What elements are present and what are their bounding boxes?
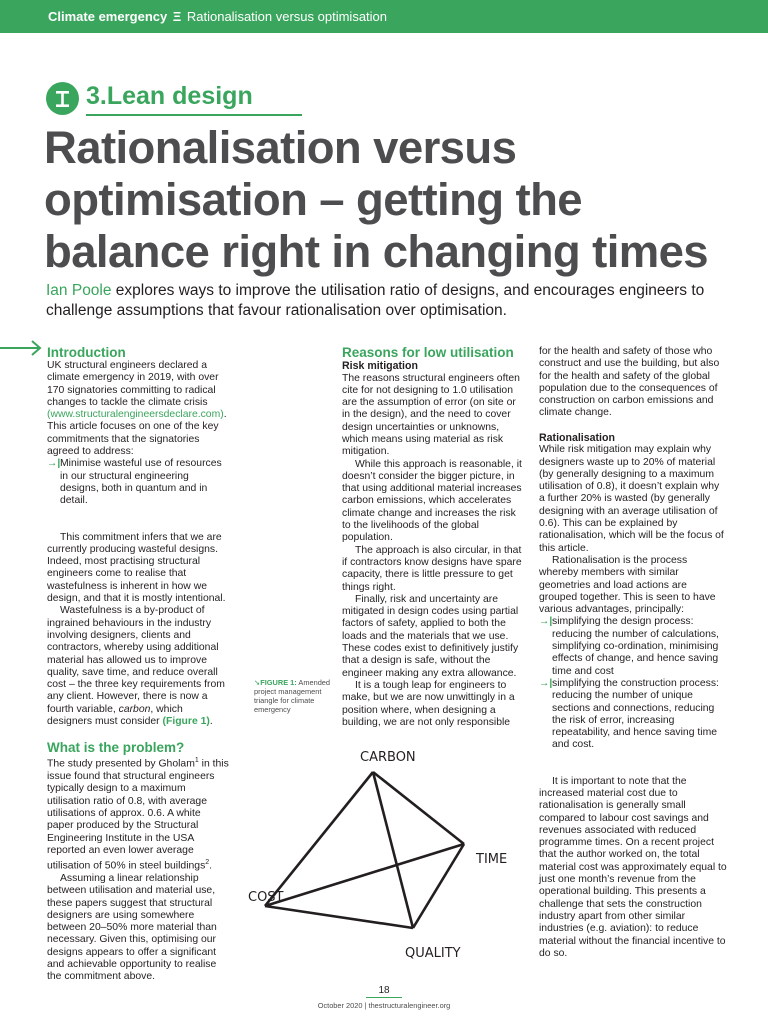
section-label: 3.Lean design bbox=[86, 82, 253, 110]
problem-text: The study presented by Gholam bbox=[47, 758, 195, 770]
reasons-paragraph-1: The reasons structural engineers often cite for not designing to 1.0 utilisation are the assumption of error (on site or in the design), and the need to cover design uncertainties or unknowns, which means using material as risk mitigation. bbox=[342, 372, 520, 458]
rationalisation-subheading: Rationalisation bbox=[539, 431, 615, 444]
label-quality: QUALITY bbox=[405, 946, 461, 961]
standfirst bbox=[46, 281, 736, 321]
caption-label: FIGURE 1: bbox=[260, 678, 297, 687]
figure-reference[interactable]: (Figure 1) bbox=[162, 716, 210, 728]
figure-1-diagram bbox=[240, 740, 510, 970]
bullet-arrow-icon: →| bbox=[539, 677, 553, 689]
col3-paragraph-3: Rationalisation is the process whereby members with similar geometries and load actions are grouped together. This is seen to have various advantages, principally: bbox=[539, 554, 716, 616]
intro-paragraph-2: This commitment infers that we are currently producing wasteful designs. Indeed, most practising structural engineers come to realise that wastefulness is inherent in how we design, and that it is mostly intentional. bbox=[47, 531, 226, 605]
label-carbon: CARBON bbox=[360, 750, 416, 765]
footnote-2: 2 bbox=[205, 859, 210, 867]
page-number: 18 bbox=[378, 985, 390, 996]
page-title: Rationalisation versus optimisation – getting the balance right in changing times bbox=[44, 122, 709, 277]
col3-paragraph-4: It is important to note that the increased material cost due to rationalisation is generally small compared to labour cost savings and revenues associated with reduced programme times. On a recent project that the author worked on, the total material cost was approximately equal to just one month’s revenue from the operational building. This presents a challenge that sets the construction industry apart from other similar industries (e.g. aviation): to reduce material without the financial incentive to do so. bbox=[539, 775, 727, 959]
problem-paragraph-1 bbox=[47, 755, 229, 873]
edge-cost-quality bbox=[265, 906, 413, 928]
header-separator: Ξ bbox=[172, 9, 182, 24]
p3-emphasis: carbon bbox=[118, 703, 151, 715]
reasons-paragraph-3: The approach is also circular, in that if contractors know designs have spare capacity, there is little pressure to get things right. bbox=[342, 544, 522, 593]
intro-bullet bbox=[47, 458, 229, 507]
p3-text: Wastefulness is a by-product of ingrained behaviours in the industry involving designers, clients and contractors, whereby using additional material has allowed us to improve quality, save time, and reduce overall cost – the three key requirements from any client. However, there is now a fourth variable, bbox=[47, 605, 225, 715]
intro-text-end: . This article focuses on one of the key commitments that the signatories agreed to address: bbox=[47, 409, 227, 458]
problem-heading: What is the problem? bbox=[47, 740, 185, 756]
page-number-rule bbox=[366, 997, 402, 998]
bullet-arrow-icon: →| bbox=[539, 616, 553, 628]
label-time: TIME bbox=[476, 852, 508, 867]
declare-link[interactable]: (www.structuralengineersdeclare.com) bbox=[47, 409, 224, 421]
bullet-text: Minimise wasteful use of resources in our structural engineering designs, both in quantum and in detail. bbox=[60, 458, 222, 507]
label-cost: COST bbox=[248, 890, 284, 905]
caption-text: Amended project management triangle for climate emergency bbox=[254, 678, 331, 714]
author-name: Ian Poole bbox=[46, 282, 112, 299]
problem-paragraph-2: Assuming a linear relationship between utilisation and material use, these papers suggest that structural designers are using somewhere between 20–50% more material than necessary. Given this, optimising our designs appears to offer a significant and achievable opportunity to realise the commitment above. bbox=[47, 872, 217, 983]
bullet-text: simplifying the design process: reducing the number of calculations, simplifying co-ordination, minimising effects of change, and hence saving time and cost bbox=[552, 616, 719, 677]
intro-text: UK structural engineers declared a climate emergency in 2019, with over 170 signatories committing to radical changes to tackle the climate crisis bbox=[47, 360, 219, 408]
rationalisation-bullet-1 bbox=[539, 616, 727, 677]
reasons-paragraph-5: It is a tough leap for engineers to make, but we are now unwittingly in a position where, when designing a building, we are not only responsible bbox=[342, 679, 515, 728]
problem-text-2: in this issue found that structural engineers typically design to a maximum utilisation ratio of 0.8, with average utilisations of approx. 0.6. A white paper produced by the Structural Engineering Institute in the USA reported an even lower average utilisation of 50% in steel buildings bbox=[47, 758, 229, 872]
column-3 bbox=[539, 346, 727, 960]
standfirst-text: explores ways to improve the utilisation ratio of designs, and encourages engineers to challenge assumptions that favour rationalisation over optimisation. bbox=[46, 282, 705, 319]
header-subtitle: Rationalisation versus optimisation bbox=[186, 9, 388, 24]
p3-text-2: , which designers must consider bbox=[47, 703, 183, 728]
column-1 bbox=[47, 345, 229, 984]
reasons-heading: Reasons for low utilisation bbox=[342, 345, 514, 360]
bullet-arrow-icon: →| bbox=[47, 458, 61, 470]
column-2 bbox=[342, 345, 524, 729]
col3-paragraph-2: While risk mitigation may explain why designers waste up to 20% of material (by generally designing to a maximum utilisation of 0.8), it doesn’t explain why a further 20% is wasted (by generally designing with an average utilisation of 0.6). This can be explained by rationalisation, which will be the focus of this article. bbox=[539, 444, 724, 554]
risk-subheading: Risk mitigation bbox=[342, 360, 418, 372]
problem-text-3: . bbox=[209, 860, 213, 872]
intro-paragraph-3 bbox=[47, 605, 229, 728]
edge-carbon-time bbox=[373, 772, 464, 844]
p3-text-3: . bbox=[209, 716, 213, 728]
reasons-paragraph-2: While this approach is reasonable, it doesn’t consider the bigger picture, in that using additional material increases carbon emissions, which accelerates climate change and increases the risk to the livelihoods of the global population. bbox=[342, 458, 522, 544]
edge-carbon-quality bbox=[373, 772, 413, 928]
caption-arrow-icon: ➘ bbox=[254, 678, 261, 687]
rationalisation-bullet-2 bbox=[539, 678, 727, 752]
col3-paragraph-1: for the health and safety of those who construct and use the building, but also for the health and safety of the global population due to the consequences of construction on carbon emissions and climate change. bbox=[539, 346, 720, 419]
lean-design-icon bbox=[46, 82, 79, 115]
section-underline bbox=[86, 114, 302, 116]
header-section: Climate emergency bbox=[48, 9, 168, 24]
footer-text: October 2020 | thestructuralengineer.org bbox=[317, 1001, 451, 1010]
intro-heading: Introduction bbox=[47, 345, 126, 360]
tetrahedron-diagram bbox=[240, 740, 510, 970]
footnote-1: 1 bbox=[194, 757, 199, 765]
edge-cost-time bbox=[265, 844, 464, 906]
bullet-text: simplifying the construction process: reducing the number of unique sections and connections, reducing the risk of error, increasing repeatability, and hence saving time and cost. bbox=[552, 677, 719, 751]
header-bar bbox=[0, 0, 768, 33]
reasons-paragraph-4: Finally, risk and uncertainty are mitigated in design codes using partial factors of safety, applied to both the loads and the materials that we use. These codes exist to definitively justify that a design is safe, without the engineer making any extra allowance. bbox=[342, 593, 519, 679]
edge-carbon-cost bbox=[265, 772, 373, 906]
arrow-right-icon bbox=[0, 338, 44, 363]
intro-paragraph-1 bbox=[47, 360, 229, 458]
figure-caption bbox=[254, 678, 338, 714]
